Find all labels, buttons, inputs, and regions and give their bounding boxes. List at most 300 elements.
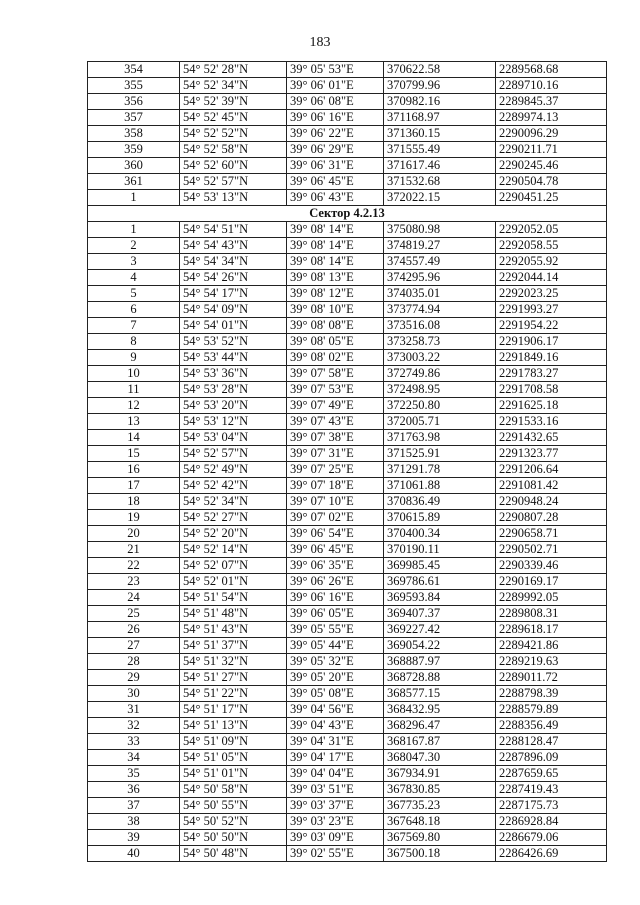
y-coordinate-cell: 2287419.43 xyxy=(496,782,607,798)
latitude-cell: 54° 53' 28"N xyxy=(180,382,287,398)
longitude-cell: 39° 05' 53"E xyxy=(287,62,384,78)
x-coordinate-cell: 374295.96 xyxy=(384,270,496,286)
point-number: 16 xyxy=(88,462,180,478)
latitude-cell: 54° 51' 37"N xyxy=(180,638,287,654)
y-coordinate-cell: 2290504.78 xyxy=(496,174,607,190)
point-number: 357 xyxy=(88,110,180,126)
table-row xyxy=(88,462,607,478)
x-coordinate-cell: 368887.97 xyxy=(384,654,496,670)
table-row xyxy=(88,126,607,142)
table-row xyxy=(88,366,607,382)
point-number: 28 xyxy=(88,654,180,670)
x-coordinate-cell: 371291.78 xyxy=(384,462,496,478)
longitude-cell: 39° 06' 08"E xyxy=(287,94,384,110)
point-number: 11 xyxy=(88,382,180,398)
latitude-cell: 54° 52' 34"N xyxy=(180,78,287,94)
x-coordinate-cell: 371763.98 xyxy=(384,430,496,446)
point-number: 9 xyxy=(88,350,180,366)
y-coordinate-cell: 2292044.14 xyxy=(496,270,607,286)
y-coordinate-cell: 2290169.17 xyxy=(496,574,607,590)
longitude-cell: 39° 08' 14"E xyxy=(287,222,384,238)
y-coordinate-cell: 2289568.68 xyxy=(496,62,607,78)
y-coordinate-cell: 2290948.24 xyxy=(496,494,607,510)
longitude-cell: 39° 05' 20"E xyxy=(287,670,384,686)
point-number: 27 xyxy=(88,638,180,654)
x-coordinate-cell: 370190.11 xyxy=(384,542,496,558)
x-coordinate-cell: 371168.97 xyxy=(384,110,496,126)
table-row xyxy=(88,398,607,414)
table-body-bottom xyxy=(88,222,607,862)
x-coordinate-cell: 367648.18 xyxy=(384,814,496,830)
longitude-cell: 39° 07' 38"E xyxy=(287,430,384,446)
table-row xyxy=(88,286,607,302)
latitude-cell: 54° 52' 49"N xyxy=(180,462,287,478)
point-number: 359 xyxy=(88,142,180,158)
longitude-cell: 39° 06' 16"E xyxy=(287,110,384,126)
longitude-cell: 39° 06' 22"E xyxy=(287,126,384,142)
y-coordinate-cell: 2288579.89 xyxy=(496,702,607,718)
y-coordinate-cell: 2291323.77 xyxy=(496,446,607,462)
x-coordinate-cell: 374557.49 xyxy=(384,254,496,270)
longitude-cell: 39° 03' 09"E xyxy=(287,830,384,846)
point-number: 7 xyxy=(88,318,180,334)
longitude-cell: 39° 06' 35"E xyxy=(287,558,384,574)
longitude-cell: 39° 05' 32"E xyxy=(287,654,384,670)
latitude-cell: 54° 52' 28"N xyxy=(180,62,287,78)
latitude-cell: 54° 52' 07"N xyxy=(180,558,287,574)
latitude-cell: 54° 52' 27"N xyxy=(180,510,287,526)
x-coordinate-cell: 367735.23 xyxy=(384,798,496,814)
y-coordinate-cell: 2287659.65 xyxy=(496,766,607,782)
table-row xyxy=(88,574,607,590)
longitude-cell: 39° 06' 05"E xyxy=(287,606,384,622)
latitude-cell: 54° 51' 05"N xyxy=(180,750,287,766)
latitude-cell: 54° 50' 55"N xyxy=(180,798,287,814)
x-coordinate-cell: 373003.22 xyxy=(384,350,496,366)
latitude-cell: 54° 54' 26"N xyxy=(180,270,287,286)
table-row xyxy=(88,254,607,270)
x-coordinate-cell: 371555.49 xyxy=(384,142,496,158)
latitude-cell: 54° 52' 45"N xyxy=(180,110,287,126)
table-row xyxy=(88,558,607,574)
longitude-cell: 39° 03' 51"E xyxy=(287,782,384,798)
section-header xyxy=(88,206,607,222)
point-number: 8 xyxy=(88,334,180,350)
point-number: 13 xyxy=(88,414,180,430)
y-coordinate-cell: 2290245.46 xyxy=(496,158,607,174)
table-row xyxy=(88,734,607,750)
y-coordinate-cell: 2289808.31 xyxy=(496,606,607,622)
longitude-cell: 39° 07' 49"E xyxy=(287,398,384,414)
y-coordinate-cell: 2291708.58 xyxy=(496,382,607,398)
longitude-cell: 39° 03' 37"E xyxy=(287,798,384,814)
x-coordinate-cell: 370615.89 xyxy=(384,510,496,526)
table-row xyxy=(88,270,607,286)
longitude-cell: 39° 06' 43"E xyxy=(287,190,384,206)
x-coordinate-cell: 374035.01 xyxy=(384,286,496,302)
x-coordinate-cell: 368167.87 xyxy=(384,734,496,750)
latitude-cell: 54° 53' 20"N xyxy=(180,398,287,414)
longitude-cell: 39° 07' 25"E xyxy=(287,462,384,478)
latitude-cell: 54° 52' 01"N xyxy=(180,574,287,590)
longitude-cell: 39° 06' 01"E xyxy=(287,78,384,94)
longitude-cell: 39° 07' 58"E xyxy=(287,366,384,382)
point-number: 24 xyxy=(88,590,180,606)
table-row xyxy=(88,238,607,254)
table-row xyxy=(88,654,607,670)
x-coordinate-cell: 374819.27 xyxy=(384,238,496,254)
x-coordinate-cell: 370982.16 xyxy=(384,94,496,110)
latitude-cell: 54° 54' 09"N xyxy=(180,302,287,318)
latitude-cell: 54° 51' 54"N xyxy=(180,590,287,606)
point-number: 5 xyxy=(88,286,180,302)
y-coordinate-cell: 2291081.42 xyxy=(496,478,607,494)
table-row xyxy=(88,302,607,318)
point-number: 10 xyxy=(88,366,180,382)
table-row xyxy=(88,414,607,430)
x-coordinate-cell: 373516.08 xyxy=(384,318,496,334)
latitude-cell: 54° 53' 12"N xyxy=(180,414,287,430)
point-number: 358 xyxy=(88,126,180,142)
y-coordinate-cell: 2289618.17 xyxy=(496,622,607,638)
table-row xyxy=(88,94,607,110)
longitude-cell: 39° 06' 31"E xyxy=(287,158,384,174)
y-coordinate-cell: 2289992.05 xyxy=(496,590,607,606)
x-coordinate-cell: 371532.68 xyxy=(384,174,496,190)
table-row xyxy=(88,526,607,542)
x-coordinate-cell: 373258.73 xyxy=(384,334,496,350)
y-coordinate-cell: 2290096.29 xyxy=(496,126,607,142)
point-number: 39 xyxy=(88,830,180,846)
point-number: 36 xyxy=(88,782,180,798)
latitude-cell: 54° 51' 09"N xyxy=(180,734,287,750)
point-number: 23 xyxy=(88,574,180,590)
longitude-cell: 39° 04' 43"E xyxy=(287,718,384,734)
longitude-cell: 39° 05' 44"E xyxy=(287,638,384,654)
y-coordinate-cell: 2289011.72 xyxy=(496,670,607,686)
x-coordinate-cell: 371525.91 xyxy=(384,446,496,462)
y-coordinate-cell: 2292055.92 xyxy=(496,254,607,270)
x-coordinate-cell: 372250.80 xyxy=(384,398,496,414)
point-number: 25 xyxy=(88,606,180,622)
y-coordinate-cell: 2286928.84 xyxy=(496,814,607,830)
x-coordinate-cell: 367569.80 xyxy=(384,830,496,846)
longitude-cell: 39° 06' 26"E xyxy=(287,574,384,590)
point-number: 360 xyxy=(88,158,180,174)
point-number: 1 xyxy=(88,190,180,206)
latitude-cell: 54° 53' 36"N xyxy=(180,366,287,382)
y-coordinate-cell: 2290211.71 xyxy=(496,142,607,158)
x-coordinate-cell: 372005.71 xyxy=(384,414,496,430)
longitude-cell: 39° 07' 31"E xyxy=(287,446,384,462)
latitude-cell: 54° 51' 43"N xyxy=(180,622,287,638)
y-coordinate-cell: 2291954.22 xyxy=(496,318,607,334)
y-coordinate-cell: 2292023.25 xyxy=(496,286,607,302)
latitude-cell: 54° 51' 17"N xyxy=(180,702,287,718)
longitude-cell: 39° 08' 10"E xyxy=(287,302,384,318)
x-coordinate-cell: 373774.94 xyxy=(384,302,496,318)
longitude-cell: 39° 08' 12"E xyxy=(287,286,384,302)
longitude-cell: 39° 08' 13"E xyxy=(287,270,384,286)
longitude-cell: 39° 04' 56"E xyxy=(287,702,384,718)
y-coordinate-cell: 2288128.47 xyxy=(496,734,607,750)
x-coordinate-cell: 372498.95 xyxy=(384,382,496,398)
x-coordinate-cell: 370799.96 xyxy=(384,78,496,94)
point-number: 6 xyxy=(88,302,180,318)
table-row xyxy=(88,494,607,510)
y-coordinate-cell: 2286679.06 xyxy=(496,830,607,846)
y-coordinate-cell: 2287896.09 xyxy=(496,750,607,766)
table-row xyxy=(88,622,607,638)
point-number: 29 xyxy=(88,670,180,686)
longitude-cell: 39° 06' 45"E xyxy=(287,542,384,558)
x-coordinate-cell: 367500.18 xyxy=(384,846,496,862)
table-row xyxy=(88,750,607,766)
longitude-cell: 39° 06' 45"E xyxy=(287,174,384,190)
y-coordinate-cell: 2289845.37 xyxy=(496,94,607,110)
table-row xyxy=(88,174,607,190)
x-coordinate-cell: 372749.86 xyxy=(384,366,496,382)
y-coordinate-cell: 2291906.17 xyxy=(496,334,607,350)
y-coordinate-cell: 2291533.16 xyxy=(496,414,607,430)
y-coordinate-cell: 2291432.65 xyxy=(496,430,607,446)
y-coordinate-cell: 2289219.63 xyxy=(496,654,607,670)
latitude-cell: 54° 50' 58"N xyxy=(180,782,287,798)
y-coordinate-cell: 2290658.71 xyxy=(496,526,607,542)
y-coordinate-cell: 2291625.18 xyxy=(496,398,607,414)
point-number: 354 xyxy=(88,62,180,78)
x-coordinate-cell: 369786.61 xyxy=(384,574,496,590)
x-coordinate-cell: 368728.88 xyxy=(384,670,496,686)
point-number: 20 xyxy=(88,526,180,542)
latitude-cell: 54° 53' 04"N xyxy=(180,430,287,446)
table-row xyxy=(88,766,607,782)
point-number: 32 xyxy=(88,718,180,734)
table-row xyxy=(88,430,607,446)
table-row xyxy=(88,814,607,830)
table-row xyxy=(88,190,607,206)
y-coordinate-cell: 2290502.71 xyxy=(496,542,607,558)
table-body-top xyxy=(88,62,607,206)
longitude-cell: 39° 04' 31"E xyxy=(287,734,384,750)
x-coordinate-cell: 371061.88 xyxy=(384,478,496,494)
table-row xyxy=(88,142,607,158)
table-row xyxy=(88,606,607,622)
latitude-cell: 54° 52' 42"N xyxy=(180,478,287,494)
y-coordinate-cell: 2288356.49 xyxy=(496,718,607,734)
y-coordinate-cell: 2290451.25 xyxy=(496,190,607,206)
x-coordinate-cell: 368047.30 xyxy=(384,750,496,766)
table-row xyxy=(88,798,607,814)
longitude-cell: 39° 06' 54"E xyxy=(287,526,384,542)
table-row xyxy=(88,718,607,734)
table-row xyxy=(88,382,607,398)
point-number: 30 xyxy=(88,686,180,702)
point-number: 33 xyxy=(88,734,180,750)
point-number: 3 xyxy=(88,254,180,270)
latitude-cell: 54° 54' 43"N xyxy=(180,238,287,254)
point-number: 31 xyxy=(88,702,180,718)
latitude-cell: 54° 51' 01"N xyxy=(180,766,287,782)
longitude-cell: 39° 04' 17"E xyxy=(287,750,384,766)
longitude-cell: 39° 08' 14"E xyxy=(287,238,384,254)
table-row xyxy=(88,590,607,606)
point-number: 34 xyxy=(88,750,180,766)
y-coordinate-cell: 2288798.39 xyxy=(496,686,607,702)
latitude-cell: 54° 54' 51"N xyxy=(180,222,287,238)
table-row xyxy=(88,686,607,702)
point-number: 22 xyxy=(88,558,180,574)
x-coordinate-cell: 371617.46 xyxy=(384,158,496,174)
x-coordinate-cell: 367934.91 xyxy=(384,766,496,782)
latitude-cell: 54° 53' 52"N xyxy=(180,334,287,350)
point-number: 12 xyxy=(88,398,180,414)
longitude-cell: 39° 03' 23"E xyxy=(287,814,384,830)
table-row xyxy=(88,830,607,846)
latitude-cell: 54° 52' 57"N xyxy=(180,174,287,190)
latitude-cell: 54° 54' 17"N xyxy=(180,286,287,302)
longitude-cell: 39° 05' 08"E xyxy=(287,686,384,702)
point-number: 361 xyxy=(88,174,180,190)
longitude-cell: 39° 05' 55"E xyxy=(287,622,384,638)
latitude-cell: 54° 54' 01"N xyxy=(180,318,287,334)
latitude-cell: 54° 52' 58"N xyxy=(180,142,287,158)
table-row xyxy=(88,350,607,366)
y-coordinate-cell: 2286426.69 xyxy=(496,846,607,862)
latitude-cell: 54° 51' 48"N xyxy=(180,606,287,622)
point-number: 356 xyxy=(88,94,180,110)
y-coordinate-cell: 2292052.05 xyxy=(496,222,607,238)
latitude-cell: 54° 52' 57"N xyxy=(180,446,287,462)
point-number: 18 xyxy=(88,494,180,510)
table-row xyxy=(88,158,607,174)
table-row xyxy=(88,846,607,862)
latitude-cell: 54° 52' 14"N xyxy=(180,542,287,558)
latitude-cell: 54° 53' 44"N xyxy=(180,350,287,366)
longitude-cell: 39° 07' 53"E xyxy=(287,382,384,398)
table-row xyxy=(88,670,607,686)
table-row xyxy=(88,78,607,94)
y-coordinate-cell: 2287175.73 xyxy=(496,798,607,814)
point-number: 4 xyxy=(88,270,180,286)
page-number: 183 xyxy=(309,35,331,50)
table-row xyxy=(88,702,607,718)
point-number: 21 xyxy=(88,542,180,558)
point-number: 19 xyxy=(88,510,180,526)
table-row xyxy=(88,782,607,798)
point-number: 35 xyxy=(88,766,180,782)
x-coordinate-cell: 371360.15 xyxy=(384,126,496,142)
longitude-cell: 39° 08' 14"E xyxy=(287,254,384,270)
latitude-cell: 54° 51' 27"N xyxy=(180,670,287,686)
latitude-cell: 54° 51' 22"N xyxy=(180,686,287,702)
latitude-cell: 54° 52' 52"N xyxy=(180,126,287,142)
longitude-cell: 39° 08' 08"E xyxy=(287,318,384,334)
point-number: 40 xyxy=(88,846,180,862)
latitude-cell: 54° 52' 39"N xyxy=(180,94,287,110)
x-coordinate-cell: 369593.84 xyxy=(384,590,496,606)
x-coordinate-cell: 375080.98 xyxy=(384,222,496,238)
latitude-cell: 54° 51' 13"N xyxy=(180,718,287,734)
y-coordinate-cell: 2291206.64 xyxy=(496,462,607,478)
latitude-cell: 54° 51' 32"N xyxy=(180,654,287,670)
x-coordinate-cell: 372022.15 xyxy=(384,190,496,206)
x-coordinate-cell: 368432.95 xyxy=(384,702,496,718)
point-number: 17 xyxy=(88,478,180,494)
y-coordinate-cell: 2291993.27 xyxy=(496,302,607,318)
table-row xyxy=(88,446,607,462)
section-header-row xyxy=(88,206,607,222)
table-row xyxy=(88,510,607,526)
latitude-cell: 54° 53' 13"N xyxy=(180,190,287,206)
table-row xyxy=(88,334,607,350)
x-coordinate-cell: 370622.58 xyxy=(384,62,496,78)
latitude-cell: 54° 54' 34"N xyxy=(180,254,287,270)
longitude-cell: 39° 04' 04"E xyxy=(287,766,384,782)
longitude-cell: 39° 07' 18"E xyxy=(287,478,384,494)
point-number: 14 xyxy=(88,430,180,446)
x-coordinate-cell: 367830.85 xyxy=(384,782,496,798)
table-row xyxy=(88,222,607,238)
longitude-cell: 39° 07' 10"E xyxy=(287,494,384,510)
latitude-cell: 54° 50' 52"N xyxy=(180,814,287,830)
longitude-cell: 39° 02' 55"E xyxy=(287,846,384,862)
y-coordinate-cell: 2290339.46 xyxy=(496,558,607,574)
point-number: 2 xyxy=(88,238,180,254)
longitude-cell: 39° 08' 05"E xyxy=(287,334,384,350)
table-row xyxy=(88,638,607,654)
longitude-cell: 39° 07' 02"E xyxy=(287,510,384,526)
x-coordinate-cell: 369227.42 xyxy=(384,622,496,638)
section-title: Сектор 4.2.13 xyxy=(88,206,607,222)
point-number: 1 xyxy=(88,222,180,238)
x-coordinate-cell: 369054.22 xyxy=(384,638,496,654)
latitude-cell: 54° 50' 48"N xyxy=(180,846,287,862)
x-coordinate-cell: 370836.49 xyxy=(384,494,496,510)
table-row xyxy=(88,542,607,558)
y-coordinate-cell: 2291783.27 xyxy=(496,366,607,382)
y-coordinate-cell: 2289710.16 xyxy=(496,78,607,94)
longitude-cell: 39° 08' 02"E xyxy=(287,350,384,366)
y-coordinate-cell: 2290807.28 xyxy=(496,510,607,526)
longitude-cell: 39° 06' 29"E xyxy=(287,142,384,158)
x-coordinate-cell: 369407.37 xyxy=(384,606,496,622)
x-coordinate-cell: 369985.45 xyxy=(384,558,496,574)
point-number: 38 xyxy=(88,814,180,830)
table-row xyxy=(88,318,607,334)
y-coordinate-cell: 2289421.86 xyxy=(496,638,607,654)
y-coordinate-cell: 2289974.13 xyxy=(496,110,607,126)
coordinates-table xyxy=(87,61,607,862)
table-row xyxy=(88,110,607,126)
latitude-cell: 54° 52' 60"N xyxy=(180,158,287,174)
x-coordinate-cell: 368296.47 xyxy=(384,718,496,734)
point-number: 15 xyxy=(88,446,180,462)
x-coordinate-cell: 368577.15 xyxy=(384,686,496,702)
latitude-cell: 54° 52' 20"N xyxy=(180,526,287,542)
latitude-cell: 54° 52' 34"N xyxy=(180,494,287,510)
table-row xyxy=(88,478,607,494)
y-coordinate-cell: 2291849.16 xyxy=(496,350,607,366)
point-number: 26 xyxy=(88,622,180,638)
y-coordinate-cell: 2292058.55 xyxy=(496,238,607,254)
point-number: 37 xyxy=(88,798,180,814)
longitude-cell: 39° 07' 43"E xyxy=(287,414,384,430)
x-coordinate-cell: 370400.34 xyxy=(384,526,496,542)
table-row xyxy=(88,62,607,78)
longitude-cell: 39° 06' 16"E xyxy=(287,590,384,606)
latitude-cell: 54° 50' 50"N xyxy=(180,830,287,846)
